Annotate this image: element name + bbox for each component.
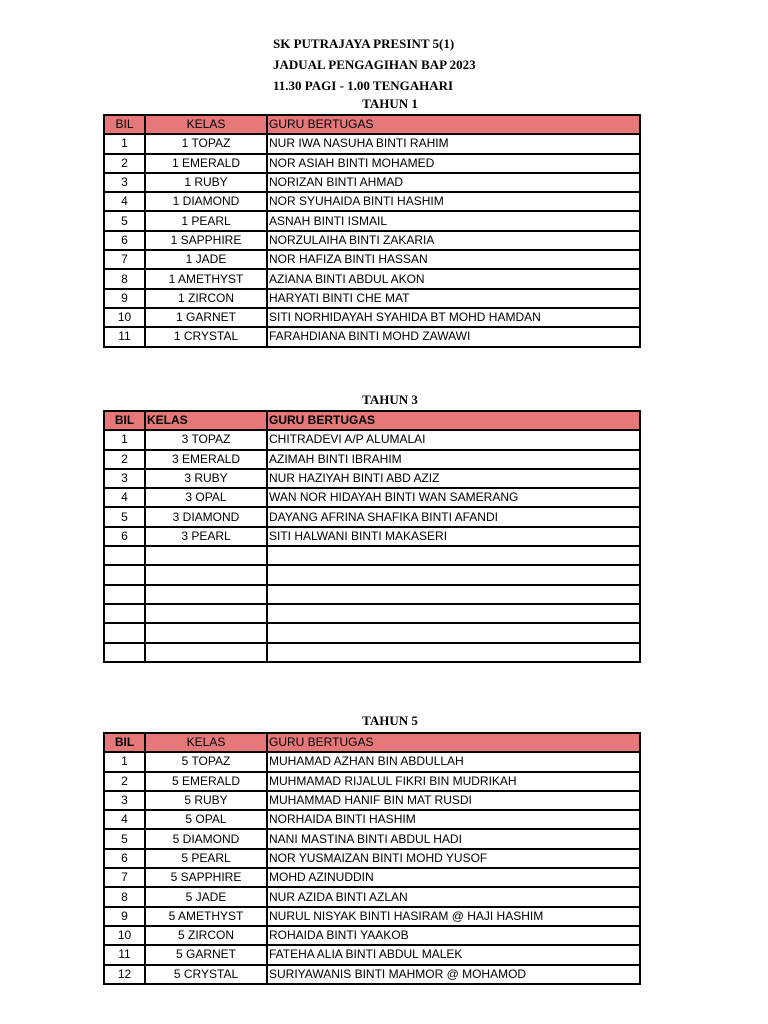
table-header-row bbox=[104, 733, 640, 752]
cell-guru-bertugas: NANI MASTINA BINTI ABDUL HADI bbox=[267, 829, 640, 848]
table-row bbox=[104, 192, 640, 211]
cell-guru-bertugas: ASNAH BINTI ISMAIL bbox=[267, 211, 640, 230]
table-row bbox=[104, 327, 640, 346]
cell-bil bbox=[104, 565, 145, 584]
cell-bil: 7 bbox=[104, 250, 145, 269]
table-row bbox=[104, 926, 640, 945]
time-slot: 11.30 PAGI - 1.00 TENGAHARI bbox=[273, 78, 454, 93]
cell-guru-bertugas: FARAHDIANA BINTI MOHD ZAWAWI bbox=[267, 327, 640, 346]
column-header-guru-bertugas: GURU BERTUGAS bbox=[267, 733, 640, 752]
cell-kelas bbox=[145, 643, 267, 662]
table-row bbox=[104, 868, 640, 887]
table-row bbox=[104, 907, 640, 926]
cell-bil bbox=[104, 623, 145, 642]
table-row bbox=[104, 154, 640, 173]
cell-kelas bbox=[145, 604, 267, 623]
cell-guru-bertugas: MUHMAMAD RIJALUL FIKRI BIN MUDRIKAH bbox=[267, 772, 640, 791]
cell-guru-bertugas bbox=[267, 565, 640, 584]
table-body bbox=[104, 430, 640, 662]
table-header-row bbox=[104, 115, 640, 134]
school-name: SK PUTRAJAYA PRESINT 5(1) bbox=[273, 36, 455, 51]
table-row bbox=[104, 250, 640, 269]
table-row bbox=[104, 507, 640, 526]
table-row bbox=[104, 289, 640, 308]
cell-kelas: 5 AMETHYST bbox=[145, 907, 267, 926]
table-row bbox=[104, 791, 640, 810]
column-header-bil: BIL bbox=[104, 411, 145, 430]
cell-guru-bertugas: SURIYAWANIS BINTI MAHMOR @ MOHAMOD bbox=[267, 965, 640, 984]
column-header-guru-bertugas: GURU BERTUGAS bbox=[267, 411, 640, 430]
cell-bil: 6 bbox=[104, 231, 145, 250]
table-row bbox=[104, 772, 640, 791]
cell-guru-bertugas: ROHAIDA BINTI YAAKOB bbox=[267, 926, 640, 945]
schedule-title: JADUAL PENGAGIHAN BAP 2023 bbox=[273, 57, 476, 72]
cell-bil: 3 bbox=[104, 173, 145, 192]
cell-kelas: 1 CRYSTAL bbox=[145, 327, 267, 346]
cell-bil bbox=[104, 585, 145, 604]
table-row bbox=[104, 810, 640, 829]
table-body bbox=[104, 134, 640, 346]
cell-kelas: 5 TOPAZ bbox=[145, 752, 267, 771]
cell-kelas: 1 ZIRCON bbox=[145, 289, 267, 308]
cell-kelas bbox=[145, 585, 267, 604]
cell-bil: 3 bbox=[104, 791, 145, 810]
table-tahun-5 bbox=[103, 732, 641, 985]
cell-kelas: 5 EMERALD bbox=[145, 772, 267, 791]
column-header-kelas: KELAS bbox=[145, 733, 267, 752]
cell-guru-bertugas: AZIMAH BINTI IBRAHIM bbox=[267, 450, 640, 469]
cell-kelas bbox=[145, 623, 267, 642]
table-row bbox=[104, 623, 640, 642]
cell-bil: 2 bbox=[104, 450, 145, 469]
cell-kelas: 3 RUBY bbox=[145, 469, 267, 488]
table-row bbox=[104, 849, 640, 868]
table-row bbox=[104, 604, 640, 623]
table-row bbox=[104, 829, 640, 848]
table-row bbox=[104, 430, 640, 449]
cell-guru-bertugas: NUR HAZIYAH BINTI ABD AZIZ bbox=[267, 469, 640, 488]
table-row bbox=[104, 469, 640, 488]
cell-guru-bertugas: MUHAMAD AZHAN BIN ABDULLAH bbox=[267, 752, 640, 771]
cell-bil: 4 bbox=[104, 810, 145, 829]
cell-guru-bertugas: NOR HAFIZA BINTI HASSAN bbox=[267, 250, 640, 269]
section-title-tahun-1: TAHUN 1 bbox=[362, 96, 418, 111]
table-row bbox=[104, 269, 640, 288]
table-row bbox=[104, 945, 640, 964]
cell-kelas: 1 AMETHYST bbox=[145, 269, 267, 288]
cell-kelas: 1 EMERALD bbox=[145, 154, 267, 173]
cell-kelas: 5 PEARL bbox=[145, 849, 267, 868]
table-row bbox=[104, 134, 640, 153]
column-header-kelas: KELAS bbox=[145, 411, 267, 430]
cell-kelas: 3 DIAMOND bbox=[145, 507, 267, 526]
cell-kelas: 1 DIAMOND bbox=[145, 192, 267, 211]
document-header bbox=[273, 33, 476, 96]
table-row bbox=[104, 211, 640, 230]
cell-kelas: 5 GARNET bbox=[145, 945, 267, 964]
cell-guru-bertugas: DAYANG AFRINA SHAFIKA BINTI AFANDI bbox=[267, 507, 640, 526]
cell-guru-bertugas bbox=[267, 643, 640, 662]
table-row bbox=[104, 308, 640, 327]
section-title-tahun-5: TAHUN 5 bbox=[362, 713, 418, 728]
cell-bil: 5 bbox=[104, 829, 145, 848]
column-header-bil: BIL bbox=[104, 115, 145, 134]
cell-kelas: 3 TOPAZ bbox=[145, 430, 267, 449]
cell-bil bbox=[104, 604, 145, 623]
cell-bil: 10 bbox=[104, 308, 145, 327]
cell-bil: 9 bbox=[104, 907, 145, 926]
cell-kelas: 5 ZIRCON bbox=[145, 926, 267, 945]
cell-kelas: 3 OPAL bbox=[145, 488, 267, 507]
cell-guru-bertugas: FATEHA ALIA BINTI ABDUL MALEK bbox=[267, 945, 640, 964]
table-row bbox=[104, 546, 640, 565]
cell-kelas bbox=[145, 565, 267, 584]
cell-bil: 1 bbox=[104, 430, 145, 449]
cell-kelas: 1 GARNET bbox=[145, 308, 267, 327]
cell-bil bbox=[104, 643, 145, 662]
cell-bil: 10 bbox=[104, 926, 145, 945]
cell-kelas bbox=[145, 546, 267, 565]
cell-guru-bertugas: NOR SYUHAIDA BINTI HASHIM bbox=[267, 192, 640, 211]
cell-kelas: 1 JADE bbox=[145, 250, 267, 269]
cell-guru-bertugas bbox=[267, 604, 640, 623]
cell-guru-bertugas: CHITRADEVI A/P ALUMALAI bbox=[267, 430, 640, 449]
cell-kelas: 3 PEARL bbox=[145, 527, 267, 546]
cell-bil: 7 bbox=[104, 868, 145, 887]
table-row bbox=[104, 173, 640, 192]
cell-kelas: 1 SAPPHIRE bbox=[145, 231, 267, 250]
cell-guru-bertugas: MOHD AZINUDDIN bbox=[267, 868, 640, 887]
table-row bbox=[104, 643, 640, 662]
cell-guru-bertugas: NOR ASIAH BINTI MOHAMED bbox=[267, 154, 640, 173]
cell-bil: 2 bbox=[104, 154, 145, 173]
table-tahun-1 bbox=[103, 114, 641, 348]
cell-bil: 8 bbox=[104, 887, 145, 906]
cell-guru-bertugas: NURUL NISYAK BINTI HASIRAM @ HAJI HASHIM bbox=[267, 907, 640, 926]
column-header-guru-bertugas: GURU BERTUGAS bbox=[267, 115, 640, 134]
cell-kelas: 3 EMERALD bbox=[145, 450, 267, 469]
cell-bil: 11 bbox=[104, 327, 145, 346]
cell-kelas: 5 OPAL bbox=[145, 810, 267, 829]
cell-guru-bertugas: MUHAMMAD HANIF BIN MAT RUSDI bbox=[267, 791, 640, 810]
cell-guru-bertugas: WAN NOR HIDAYAH BINTI WAN SAMERANG bbox=[267, 488, 640, 507]
cell-bil: 5 bbox=[104, 211, 145, 230]
cell-guru-bertugas: HARYATI BINTI CHE MAT bbox=[267, 289, 640, 308]
cell-guru-bertugas: NUR AZIDA BINTI AZLAN bbox=[267, 887, 640, 906]
cell-bil: 8 bbox=[104, 269, 145, 288]
cell-bil: 4 bbox=[104, 192, 145, 211]
table-header-row bbox=[104, 411, 640, 430]
cell-guru-bertugas: AZIANA BINTI ABDUL AKON bbox=[267, 269, 640, 288]
cell-bil: 5 bbox=[104, 507, 145, 526]
cell-bil: 3 bbox=[104, 469, 145, 488]
cell-guru-bertugas: SITI NORHIDAYAH SYAHIDA BT MOHD HAMDAN bbox=[267, 308, 640, 327]
cell-guru-bertugas bbox=[267, 623, 640, 642]
cell-kelas: 1 RUBY bbox=[145, 173, 267, 192]
column-header-kelas: KELAS bbox=[145, 115, 267, 134]
cell-guru-bertugas: SITI HALWANI BINTI MAKASERI bbox=[267, 527, 640, 546]
table-row bbox=[104, 527, 640, 546]
cell-bil: 6 bbox=[104, 849, 145, 868]
table-row bbox=[104, 565, 640, 584]
cell-guru-bertugas: NORHAIDA BINTI HASHIM bbox=[267, 810, 640, 829]
cell-guru-bertugas: NOR YUSMAIZAN BINTI MOHD YUSOF bbox=[267, 849, 640, 868]
table-row bbox=[104, 585, 640, 604]
table-row bbox=[104, 488, 640, 507]
table-body bbox=[104, 752, 640, 984]
table-row bbox=[104, 965, 640, 984]
cell-bil: 1 bbox=[104, 752, 145, 771]
cell-kelas: 5 SAPPHIRE bbox=[145, 868, 267, 887]
cell-kelas: 5 DIAMOND bbox=[145, 829, 267, 848]
cell-kelas: 5 JADE bbox=[145, 887, 267, 906]
table-row bbox=[104, 231, 640, 250]
cell-kelas: 1 TOPAZ bbox=[145, 134, 267, 153]
cell-guru-bertugas: NORZULAIHA BINTI ZAKARIA bbox=[267, 231, 640, 250]
cell-bil: 12 bbox=[104, 965, 145, 984]
table-row bbox=[104, 752, 640, 771]
cell-guru-bertugas bbox=[267, 585, 640, 604]
cell-bil: 1 bbox=[104, 134, 145, 153]
cell-guru-bertugas: NORIZAN BINTI AHMAD bbox=[267, 173, 640, 192]
cell-guru-bertugas: NUR IWA NASUHA BINTI RAHIM bbox=[267, 134, 640, 153]
cell-bil: 4 bbox=[104, 488, 145, 507]
table-row bbox=[104, 450, 640, 469]
cell-guru-bertugas bbox=[267, 546, 640, 565]
section-title-tahun-3: TAHUN 3 bbox=[362, 392, 418, 407]
table-tahun-3 bbox=[103, 410, 641, 663]
cell-bil: 9 bbox=[104, 289, 145, 308]
cell-kelas: 1 PEARL bbox=[145, 211, 267, 230]
cell-bil bbox=[104, 546, 145, 565]
cell-bil: 6 bbox=[104, 527, 145, 546]
column-header-bil: BIL bbox=[104, 733, 145, 752]
cell-bil: 11 bbox=[104, 945, 145, 964]
cell-bil: 2 bbox=[104, 772, 145, 791]
cell-kelas: 5 CRYSTAL bbox=[145, 965, 267, 984]
table-row bbox=[104, 887, 640, 906]
cell-kelas: 5 RUBY bbox=[145, 791, 267, 810]
